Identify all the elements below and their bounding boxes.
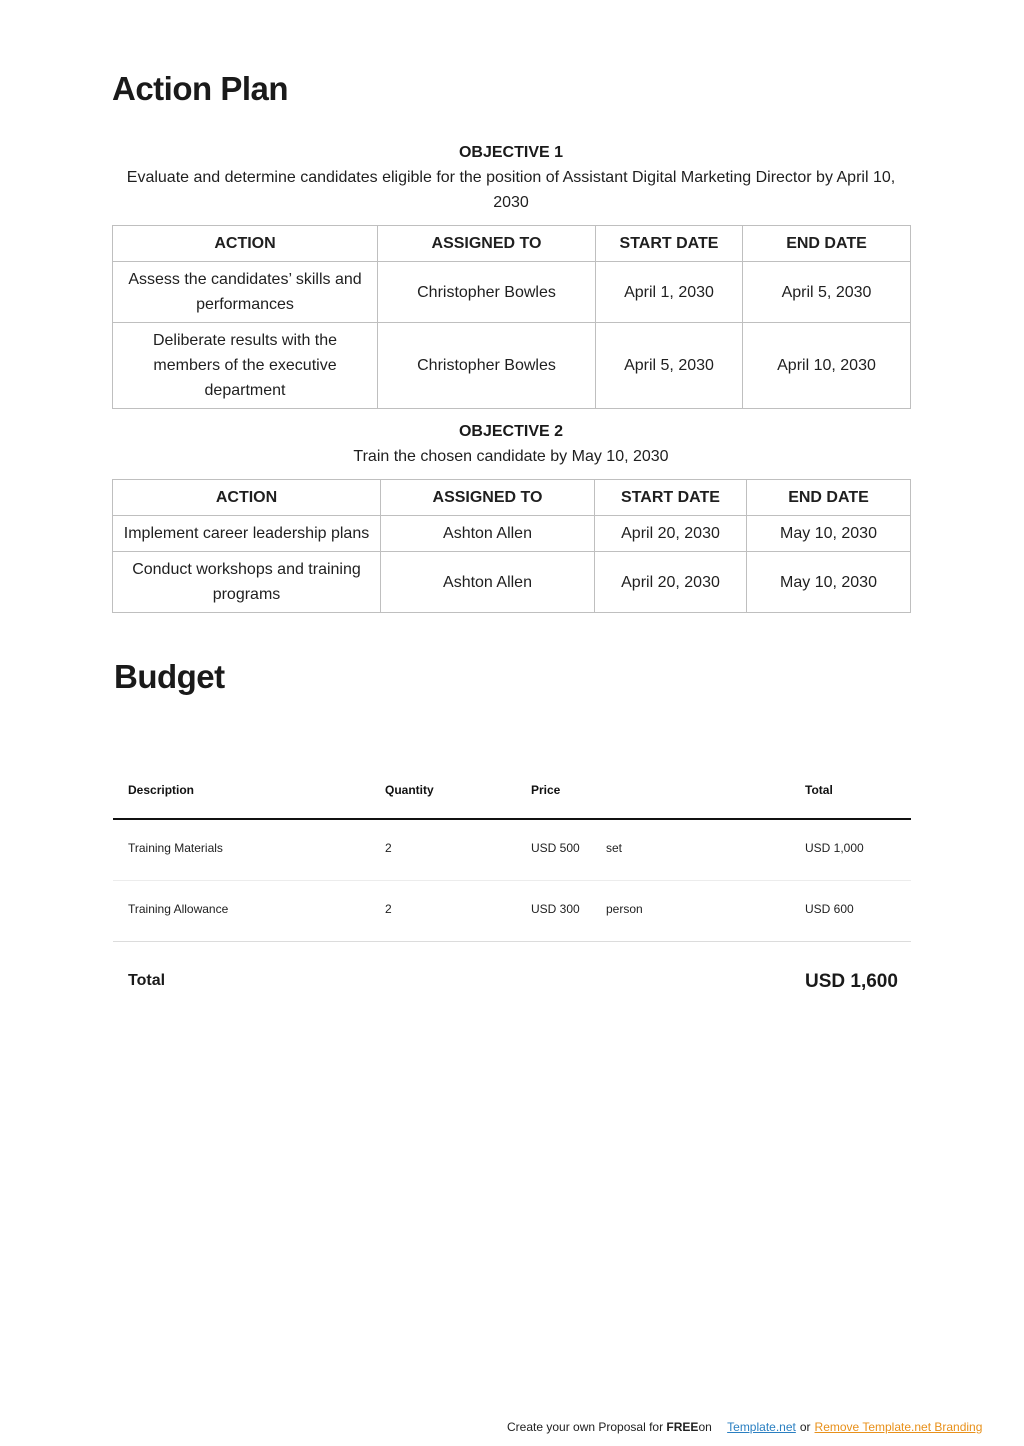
objective-1-table (112, 225, 911, 409)
budget-item-unit: person (606, 902, 643, 916)
column-header-action: ACTION (113, 480, 381, 516)
assigned-to-cell: Ashton Allen (381, 516, 595, 552)
end-date-cell: April 5, 2030 (743, 262, 911, 323)
table-header-row (113, 480, 911, 516)
column-header-assigned-to: ASSIGNED TO (381, 480, 595, 516)
footer-text: Create your own Proposal for (507, 1420, 667, 1434)
budget-header-row (113, 760, 911, 820)
budget-item-description: Training Allowance (128, 902, 229, 916)
footer-free: FREE (666, 1420, 699, 1434)
budget-item-total: USD 1,000 (805, 841, 864, 855)
end-date-cell: May 10, 2030 (747, 516, 911, 552)
end-date-cell: May 10, 2030 (747, 552, 911, 613)
budget-item-description: Training Materials (128, 841, 223, 855)
page-title: Action Plan (112, 70, 289, 107)
footer-text-on: on (698, 1420, 712, 1434)
end-date-cell: April 10, 2030 (743, 323, 911, 409)
budget-header-price: Price (531, 783, 561, 797)
start-date-cell: April 20, 2030 (595, 516, 747, 552)
action-cell: Assess the candidates’ skills and performances (113, 262, 378, 323)
action-cell: Deliberate results with the members of the executive department (113, 323, 378, 409)
column-header-assigned-to: ASSIGNED TO (378, 226, 596, 262)
start-date-cell: April 5, 2030 (596, 323, 743, 409)
template-net-link[interactable]: Template.net (727, 1420, 796, 1434)
budget-total-value: USD 1,600 (805, 971, 898, 992)
objective-2-heading: OBJECTIVE 2 (458, 423, 564, 440)
table-row (113, 516, 911, 552)
column-header-start-date: START DATE (595, 480, 747, 516)
budget-item-price: USD 500 (531, 841, 580, 855)
assigned-to-cell: Ashton Allen (381, 552, 595, 613)
objective-2-table (112, 479, 911, 613)
column-header-end-date: END DATE (747, 480, 911, 516)
footer-or: or (799, 1420, 811, 1434)
budget-title: Budget (114, 658, 225, 695)
start-date-cell: April 20, 2030 (595, 552, 747, 613)
budget-total-label: Total (128, 972, 166, 989)
action-cell: Conduct workshops and training programs (113, 552, 381, 613)
objective-1-description: Evaluate and determine candidates eligible for the position of Assistant Digital Marketing Director by April 10, 2030 (126, 169, 896, 211)
remove-branding-link[interactable]: Remove Template.net Branding (814, 1420, 983, 1434)
objective-1-heading: OBJECTIVE 1 (458, 144, 564, 161)
column-header-start-date: START DATE (596, 226, 743, 262)
table-row (113, 552, 911, 613)
budget-total-row (113, 942, 911, 1022)
budget-item-quantity: 2 (385, 841, 392, 855)
budget-item-price: USD 300 (531, 902, 580, 916)
footer-branding (507, 1420, 982, 1434)
budget-item-total: USD 600 (805, 902, 854, 916)
column-header-action: ACTION (113, 226, 378, 262)
budget-item-unit: set (606, 841, 623, 855)
assigned-to-cell: Christopher Bowles (378, 262, 596, 323)
budget-header-description: Description (128, 783, 195, 797)
table-row (113, 323, 911, 409)
budget-item-row (113, 881, 911, 942)
budget-header-quantity: Quantity (385, 783, 434, 797)
action-cell: Implement career leadership plans (113, 516, 381, 552)
budget-table (113, 760, 911, 1022)
table-row (113, 262, 911, 323)
start-date-cell: April 1, 2030 (596, 262, 743, 323)
budget-item-row (113, 820, 911, 881)
objective-2-description: Train the chosen candidate by May 10, 2030 (353, 448, 669, 465)
column-header-end-date: END DATE (743, 226, 911, 262)
budget-header-total: Total (805, 783, 833, 797)
assigned-to-cell: Christopher Bowles (378, 323, 596, 409)
table-header-row (113, 226, 911, 262)
budget-item-quantity: 2 (385, 902, 392, 916)
